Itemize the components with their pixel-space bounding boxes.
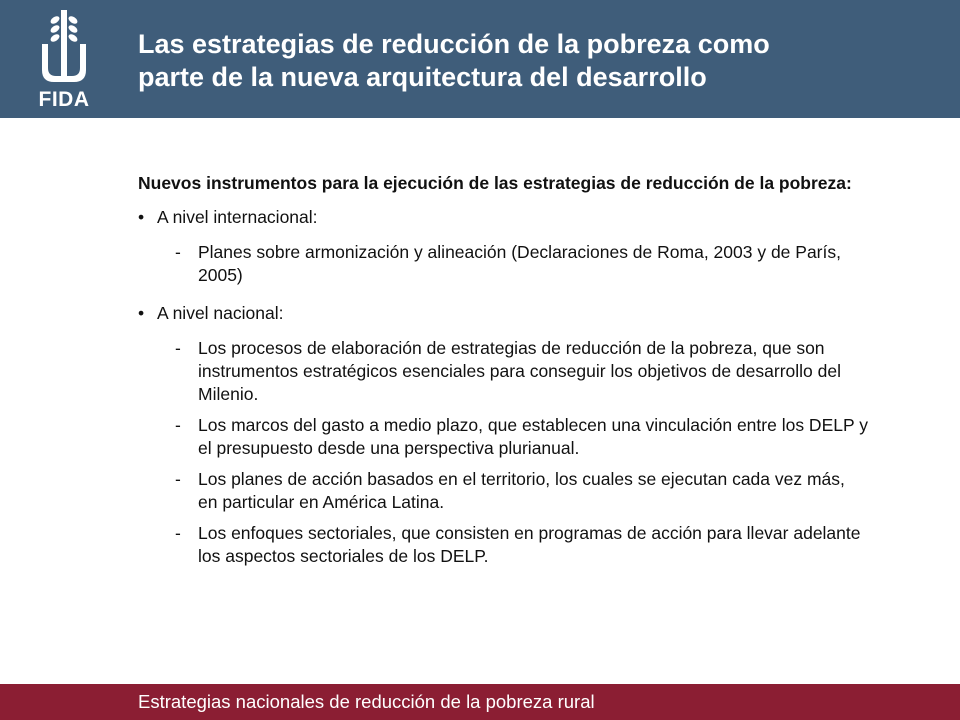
sub-mark: - (175, 415, 181, 435)
sub-item-text: Los planes de acción basados en el territorio, los cuales se ejecutan cada vez más, en particular en América Latina. (198, 469, 845, 512)
sub-item (138, 522, 868, 568)
section-heading: Nuevos instrumentos para la ejecución de las estrategias de reducción de la pobreza: (138, 173, 852, 193)
fida-logo (28, 6, 100, 114)
bullet-mark: • (138, 207, 145, 227)
bullet-item (138, 302, 868, 325)
bullet-item (138, 206, 868, 229)
sub-mark: - (175, 242, 181, 262)
wheat-logo-icon (28, 6, 100, 90)
title-line-2: parte de la nueva arquitectura del desarrollo (138, 62, 707, 92)
sub-item-text: Los marcos del gasto a medio plazo, que establecen una vinculación entre los DELP y el presupuesto desde una perspectiva plurianual. (198, 415, 868, 458)
slide-content (138, 172, 868, 576)
sub-mark: - (175, 469, 181, 489)
sub-item-text: Los enfoques sectoriales, que consisten en programas de acción para llevar adelante los aspectos sectoriales de los DELP. (198, 523, 861, 566)
sub-item (138, 337, 868, 406)
bullet-mark: • (138, 303, 145, 323)
sub-item-text: Planes sobre armonización y alineación (Declaraciones de Roma, 2003 y de París, 2005) (198, 242, 841, 285)
sub-mark: - (175, 338, 181, 358)
footer-text: Estrategias nacionales de reducción de la pobreza rural (138, 691, 595, 712)
sub-item (138, 414, 868, 460)
bullet-label: A nivel nacional: (157, 303, 284, 323)
sub-item (138, 241, 868, 287)
header-bar (0, 0, 960, 118)
sub-mark: - (175, 523, 181, 543)
sub-item (138, 468, 868, 514)
footer-bar (0, 684, 960, 720)
page-title (138, 28, 938, 94)
bullet-label: A nivel internacional: (157, 207, 318, 227)
sub-item-text: Los procesos de elaboración de estrategias de reducción de la pobreza, que son instrumentos estratégicos esenciales para conseguir los objetivos de desarrollo del Milenio. (198, 338, 841, 404)
title-line-1: Las estrategias de reducción de la pobreza como (138, 29, 770, 59)
logo-text: FIDA (38, 88, 90, 111)
